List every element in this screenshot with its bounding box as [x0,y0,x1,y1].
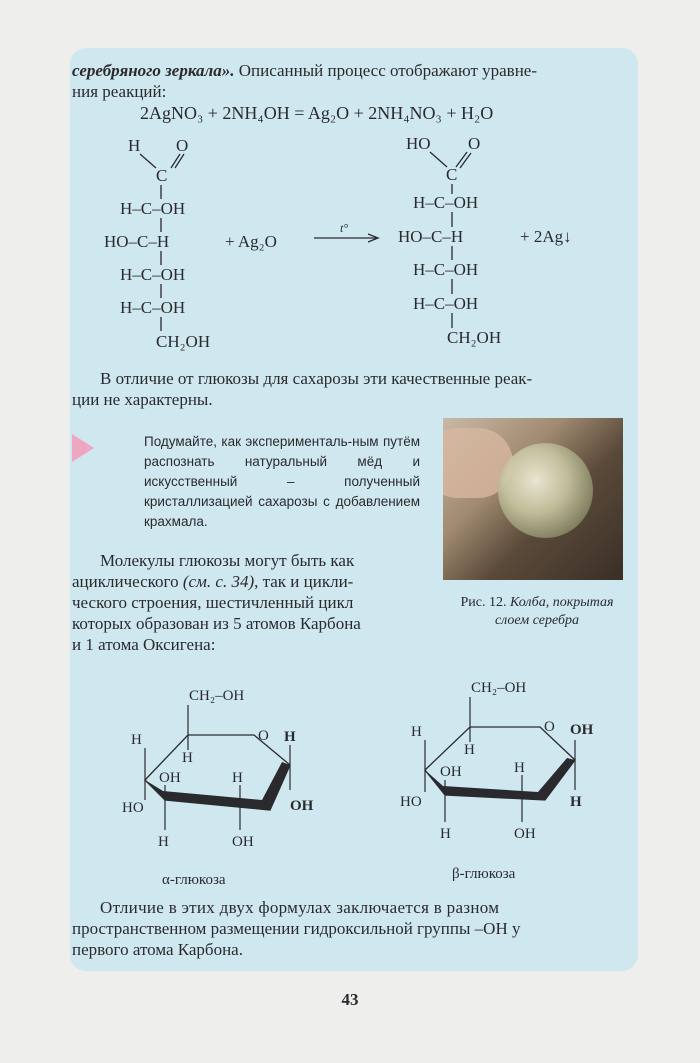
alpha-h5: H [182,750,193,766]
beta-h3: H [440,826,451,842]
intro-text: Описанный процесс отображают уравне- [234,61,538,80]
product-c1: C [446,165,458,184]
product-c2: H–C–OH [413,193,479,212]
alpha-h2: H [232,770,243,786]
p2-text-a: ациклического [72,572,183,591]
paragraph-2-line-1: Молекулы глюкозы могут быть как [100,551,355,570]
intro-line-2: ния реакций: [72,82,167,101]
paragraph-1-line-1: В отличие от глюкозы для сахарозы эти качественные реак- [100,369,533,388]
alpha-ring-o: O [258,728,269,744]
alpha-glucose-label: α-глюкоза [162,872,226,888]
reactant-ch2oh: CH₂OH [156,332,211,351]
alpha-ho4: HO [122,800,144,816]
product-byproduct: + 2Ag↓ [520,227,572,246]
alpha-h3: H [158,834,169,850]
product-ch2oh: CH₂OH [447,328,502,347]
alpha-glucose-ring [122,688,314,888]
paragraph-2-line-5: и 1 атома Оксигена: [72,635,216,654]
reactant-c1: C [156,166,168,185]
beta-ho4: HO [400,794,422,810]
beta-oh2: OH [514,826,536,842]
page-number: 43 [341,990,359,1009]
beta-glucose-label: β-глюкоза [452,866,516,882]
beta-glucose-ring [400,680,594,882]
paragraph-1-line-2: ции не характерны. [72,390,213,409]
reactant-c2: H–C–OH [120,199,186,218]
reactant-aldehyde-h: H [128,136,141,155]
figure-caption-text: Колба, покрытая слоем серебра [494,595,614,628]
think-note: Подумайте, как эксперименталь-ным путём распознать натуральный мёд и искусственный – полученный кристаллизацией сахарозы с добавлением крахмала. [144,434,420,529]
p2-text-b: , так и цикли- [254,572,354,591]
beta-h1: H [570,794,582,810]
alpha-ch2oh: CH₂–OH [189,688,245,704]
beta-oh3: OH [440,764,462,780]
alpha-h4: H [131,732,142,748]
reaction-equation: 2AgNO₃ + 2NH₄OH = Ag₂O + 2NH₄NO₃ + H₂O [140,103,494,123]
reactant-c3: HO–C–H [104,232,170,251]
intro-italic-term: серебряного зеркала». [72,61,235,80]
paragraph-3-line-2: пространственном размещении гидроксильной группы –ОН у [72,919,521,938]
figure-caption-number: Рис. 12. [460,595,510,610]
alpha-oh2: OH [232,834,254,850]
paragraph-3-line-3: первого атома Карбона. [72,940,243,959]
product-c5: H–C–OH [413,294,479,313]
page-reference: (см. с. 34) [182,572,255,591]
alpha-oh1: OH [290,798,314,814]
beta-h4: H [411,724,422,740]
product-c4: H–C–OH [413,260,479,279]
beta-h2: H [514,760,525,776]
paragraph-2-line-4: которых образован из 5 атомов Карбона [72,614,361,633]
alpha-oh3: OH [159,770,181,786]
beta-h5: H [464,742,475,758]
reactant-aldehyde-o: O [176,136,189,155]
reactant-c4: H–C–OH [120,265,186,284]
product-c3: HO–C–H [398,227,464,246]
product-ho: HO [406,134,431,153]
paragraph-3-line-1: Отличие в этих двух формулах заключается в разном [100,898,500,917]
product-o: O [468,134,481,153]
reactant-c5: H–C–OH [120,298,186,317]
beta-ring-o: O [544,719,555,735]
reaction-condition: t° [340,221,349,235]
alpha-h1: H [284,729,296,745]
reagent-ag2o: + Ag₂O [225,232,277,251]
beta-ch2oh: CH₂–OH [471,680,527,696]
paragraph-2-line-3: ческого строения, шестичленный цикл [72,593,354,612]
beta-oh1: OH [570,722,594,738]
